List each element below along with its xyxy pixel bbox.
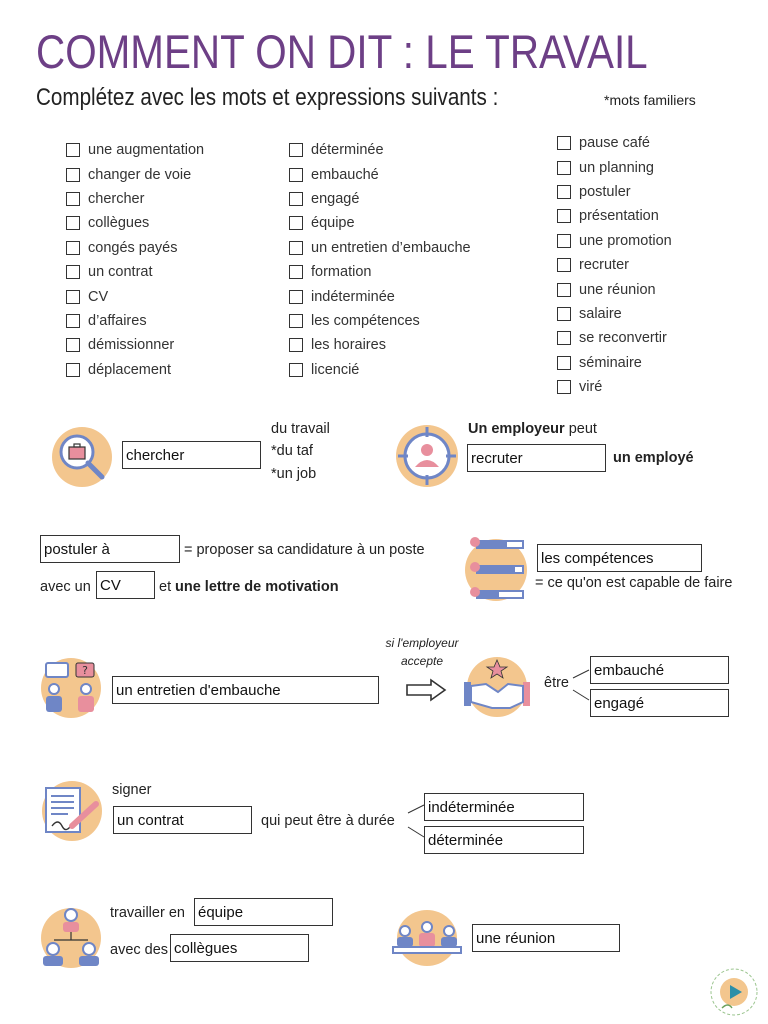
word-list-item: [66, 187, 204, 211]
answer-indeterminee[interactable]: indéterminée: [424, 793, 584, 821]
word-label: les horaires: [311, 337, 386, 354]
word-label: un planning: [579, 159, 654, 176]
svg-text:?: ?: [82, 664, 88, 677]
s1-line3: *un job: [271, 466, 317, 482]
word-list-item: [289, 358, 471, 382]
skills-bars-icon: [463, 534, 529, 606]
word-checkbox[interactable]: [289, 216, 303, 230]
s2-bold-employer: Un employeur: [468, 421, 565, 437]
word-checkbox[interactable]: [66, 168, 80, 182]
word-list-item: [66, 333, 204, 357]
word-checkbox[interactable]: [66, 290, 80, 304]
answer-cv[interactable]: CV: [96, 571, 155, 599]
word-list-item: [289, 333, 471, 357]
word-label: les compétences: [311, 312, 420, 329]
word-label: pause café: [579, 135, 650, 152]
word-list-item: [66, 162, 204, 186]
word-label: licencié: [311, 361, 360, 378]
word-list-item: [289, 284, 471, 308]
s5-etre: être: [544, 675, 569, 691]
word-list-item: [557, 302, 672, 326]
word-label: collègues: [88, 215, 150, 232]
s2-bold-employee: un employé: [613, 450, 694, 466]
word-label: viré: [579, 379, 603, 396]
briefcase-search-icon: [50, 425, 114, 489]
answer-engage[interactable]: engagé: [590, 689, 729, 717]
word-checkbox[interactable]: [557, 307, 571, 321]
word-list-item: [557, 277, 672, 301]
word-list-item: [66, 138, 204, 162]
word-list-item: [557, 229, 672, 253]
answer-recruter[interactable]: recruter: [467, 444, 606, 472]
s2-peut: peut: [564, 421, 597, 437]
word-list-item: [66, 309, 204, 333]
word-checkbox[interactable]: [289, 338, 303, 352]
word-list-item: [289, 309, 471, 333]
word-label: d’affaires: [88, 312, 147, 329]
s1-line2: *du taf: [271, 443, 313, 459]
word-checkbox[interactable]: [289, 363, 303, 377]
word-label: une promotion: [579, 232, 672, 249]
word-checkbox[interactable]: [289, 290, 303, 304]
word-checkbox[interactable]: [66, 241, 80, 255]
s1-line1: du travail: [271, 421, 330, 437]
word-list-item: [557, 180, 672, 204]
answer-competences[interactable]: les compétences: [537, 544, 702, 572]
word-list-item: [66, 358, 204, 382]
word-label: démissionner: [88, 337, 175, 354]
s3-definition: = proposer sa candidature à un poste: [184, 542, 425, 558]
word-checkbox[interactable]: [66, 363, 80, 377]
word-label: recruter: [579, 257, 629, 274]
s7-avec-des: avec des: [110, 942, 169, 958]
word-label: un entretien d’embauche: [311, 239, 471, 256]
word-checkbox[interactable]: [289, 241, 303, 255]
word-checkbox[interactable]: [557, 283, 571, 297]
meeting-group-icon: [391, 909, 463, 967]
word-checkbox[interactable]: [289, 168, 303, 182]
familiar-words-note: *mots familiers: [604, 92, 696, 108]
word-checkbox[interactable]: [66, 265, 80, 279]
word-label: embauché: [311, 166, 379, 183]
word-list-item: [289, 138, 471, 162]
word-label: séminaire: [579, 354, 642, 371]
word-list-item: [289, 187, 471, 211]
answer-entretien[interactable]: un entretien d'embauche: [112, 676, 379, 704]
word-list-item: [289, 162, 471, 186]
word-label: équipe: [311, 215, 355, 232]
target-person-icon: [394, 423, 460, 489]
s7-travailler-en: travailler en: [110, 905, 185, 921]
word-list-item: [557, 326, 672, 350]
s2-employer-text: [468, 421, 597, 437]
word-label: changer de voie: [88, 166, 192, 183]
word-checkbox[interactable]: [66, 338, 80, 352]
word-checkbox[interactable]: [289, 192, 303, 206]
word-label: présentation: [579, 208, 659, 225]
conversation-icon: [38, 657, 104, 719]
s6-signer: signer: [112, 782, 152, 798]
answer-embauche[interactable]: embauché: [590, 656, 729, 684]
word-label: engagé: [311, 190, 360, 207]
word-checkbox[interactable]: [557, 331, 571, 345]
word-list-item: [557, 204, 672, 228]
word-label: une réunion: [579, 281, 656, 298]
word-label: indéterminée: [311, 288, 395, 305]
contract-sign-icon: [40, 780, 104, 842]
word-checkbox[interactable]: [557, 234, 571, 248]
answer-postuler[interactable]: postuler à: [40, 535, 180, 563]
word-label: CV: [88, 288, 109, 305]
word-label: salaire: [579, 305, 622, 322]
answer-collegues[interactable]: collègues: [170, 934, 309, 962]
answer-chercher[interactable]: chercher: [122, 441, 261, 469]
play-logo-icon: [708, 966, 760, 1018]
word-label: un contrat: [88, 264, 153, 281]
word-checkbox[interactable]: [557, 356, 571, 370]
s3-cover-letter: une lettre de motivation: [175, 579, 339, 595]
word-label: déterminée: [311, 142, 384, 159]
s5-note-line2: accepte: [400, 654, 444, 668]
word-checkbox[interactable]: [557, 209, 571, 223]
instructions: Complétez avec les mots et expressions suivants :: [36, 84, 499, 111]
word-list-column-3: [557, 131, 672, 399]
team-hierarchy-icon: [38, 906, 104, 970]
word-list-item: [289, 236, 471, 260]
s5-note-line1: si l'employeur: [385, 636, 459, 650]
word-list-item: [289, 260, 471, 284]
word-checkbox[interactable]: [557, 380, 571, 394]
word-list-item: [557, 375, 672, 399]
word-checkbox[interactable]: [557, 258, 571, 272]
word-list-item: [557, 351, 672, 375]
handshake-star-icon: [462, 656, 532, 718]
word-list-item: [66, 260, 204, 284]
s6-duree: qui peut être à durée: [261, 813, 395, 829]
word-checkbox[interactable]: [289, 143, 303, 157]
word-list-column-1: [66, 138, 204, 382]
word-list-item: [289, 211, 471, 235]
s3-et: et: [159, 579, 172, 595]
word-checkbox[interactable]: [66, 143, 80, 157]
answer-equipe[interactable]: équipe: [194, 898, 333, 926]
word-list-item: [557, 131, 672, 155]
word-checkbox[interactable]: [289, 314, 303, 328]
word-list-column-2: [289, 138, 471, 382]
word-list-item: [557, 155, 672, 179]
word-list-item: [66, 211, 204, 235]
s4-definition: = ce qu'on est capable de faire: [535, 575, 733, 591]
word-checkbox[interactable]: [66, 192, 80, 206]
word-label: se reconvertir: [579, 330, 667, 347]
answer-reunion[interactable]: une réunion: [472, 924, 620, 952]
word-list-item: [557, 253, 672, 277]
word-checkbox[interactable]: [66, 216, 80, 230]
word-label: chercher: [88, 190, 145, 207]
word-label: congés payés: [88, 239, 178, 256]
word-checkbox[interactable]: [557, 136, 571, 150]
word-checkbox[interactable]: [66, 314, 80, 328]
word-checkbox[interactable]: [557, 185, 571, 199]
answer-contrat[interactable]: un contrat: [113, 806, 252, 834]
arrow-right-icon: [405, 678, 447, 702]
word-list-item: [66, 236, 204, 260]
word-checkbox[interactable]: [557, 161, 571, 175]
page-title: COMMENT ON DIT : LE TRAVAIL: [36, 25, 648, 78]
s3-avec-un: avec un: [40, 579, 91, 595]
word-label: formation: [311, 264, 372, 281]
word-checkbox[interactable]: [289, 265, 303, 279]
word-list-item: [66, 284, 204, 308]
word-label: postuler: [579, 183, 631, 200]
word-label: déplacement: [88, 361, 172, 378]
answer-determinee[interactable]: déterminée: [424, 826, 584, 854]
word-label: une augmentation: [88, 142, 205, 159]
